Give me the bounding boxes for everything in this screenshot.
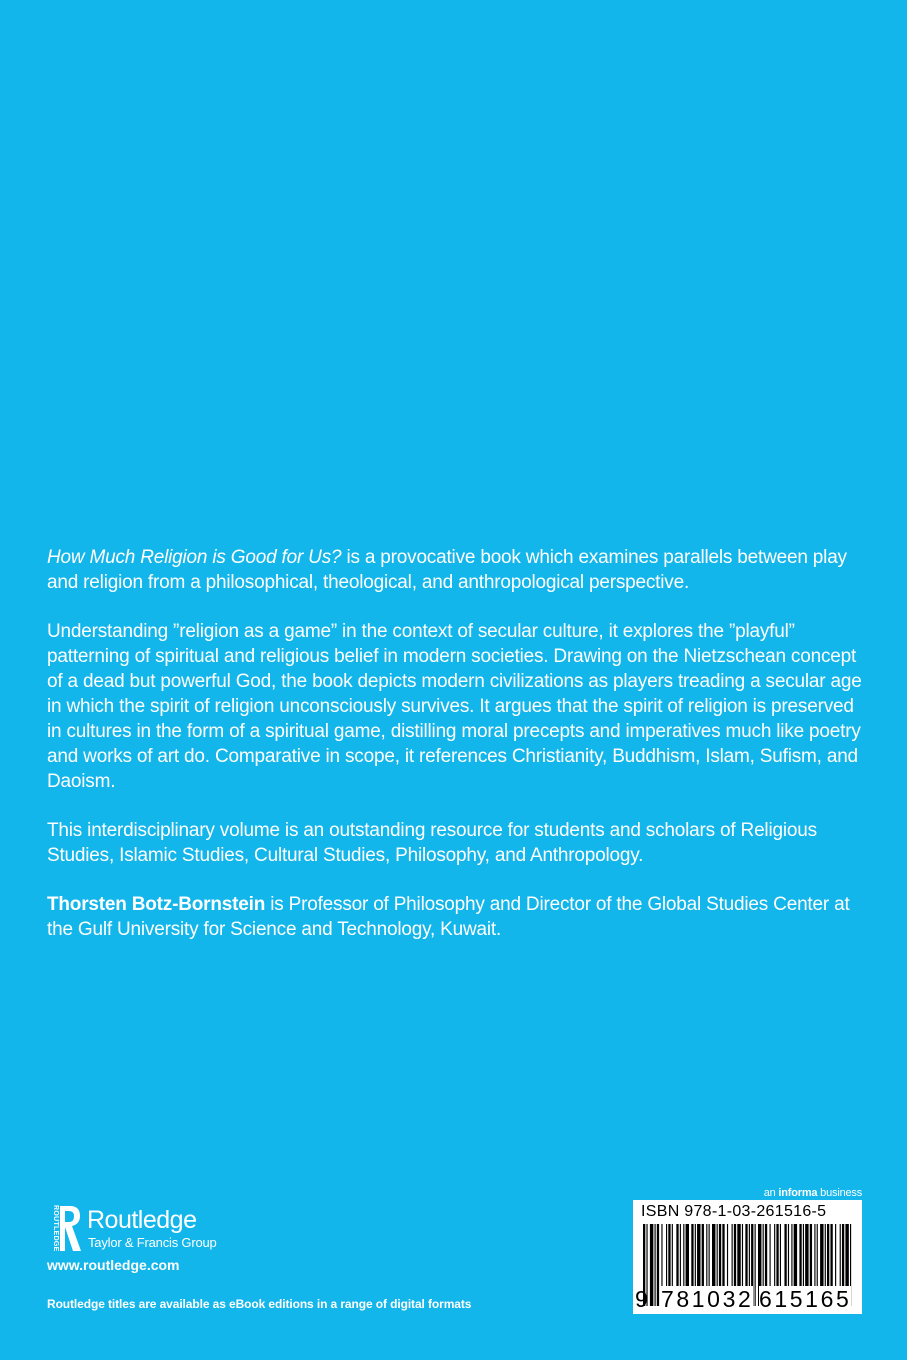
isbn-label: ISBN 978-1-03-261516-5 xyxy=(641,1203,827,1220)
author-name: Thorsten Botz-Bornstein xyxy=(47,894,266,915)
blurb-paragraph-description: Understanding ”religion as a game” in the context of secular culture, it explores the ”playful” patterning of spiritual and religious belief in modern societies. Drawing on the Nietzschean concept of a dead but powerful God, the book depicts modern civilizations as players treading a secular age in which the spirit of religion unconsciously survives. It argues that the spirit of religion is preserved in cultures in the form of a spiritual game, distilling moral precepts and imperatives much like poetry and works of art do. Comparative in scope, it references Christianity, Buddhism, Islam, Sufism, and Daoism. xyxy=(47,621,862,792)
barcode-digits-right: 615165 xyxy=(759,1286,852,1312)
isbn-barcode xyxy=(633,1200,862,1314)
publisher-name: Routledge xyxy=(87,1206,197,1234)
publisher-website: www.routledge.com xyxy=(47,1257,180,1273)
informa-brand: informa xyxy=(778,1187,818,1199)
routledge-logo-icon xyxy=(46,1203,82,1255)
blurb-intro-text: is a provocative book which examines parallels between play and religion from a philosophical, theological, and anthropological perspective. xyxy=(47,547,847,593)
back-cover-blurb xyxy=(47,545,867,966)
blurb-paragraph-intro xyxy=(47,545,867,595)
informa-suffix: business xyxy=(817,1187,862,1199)
informa-tagline xyxy=(700,1186,862,1200)
publisher-group: Taylor & Francis Group xyxy=(88,1235,217,1250)
book-title: How Much Religion is Good for Us? xyxy=(47,547,342,568)
barcode-digits-left: 781032 xyxy=(661,1286,754,1312)
logo-vertical-text: ROUTLEDGE xyxy=(52,1205,59,1252)
informa-prefix: an xyxy=(763,1187,779,1199)
author-bio-text: is Professor of Philosophy and Director of the Global Studies Center at the Gulf University for Science and Technology, Kuwait. xyxy=(47,894,850,940)
barcode-digits xyxy=(633,1284,862,1312)
author-bio xyxy=(47,892,867,942)
blurb-paragraph-audience: This interdisciplinary volume is an outstanding resource for students and scholars of Religious Studies, Islamic Studies, Cultural Studies, Philosophy, and Anthropology. xyxy=(47,820,817,866)
ebook-note: Routledge titles are available as eBook editions in a range of digital formats xyxy=(47,1297,472,1311)
barcode-digit-first: 9 xyxy=(635,1286,648,1312)
